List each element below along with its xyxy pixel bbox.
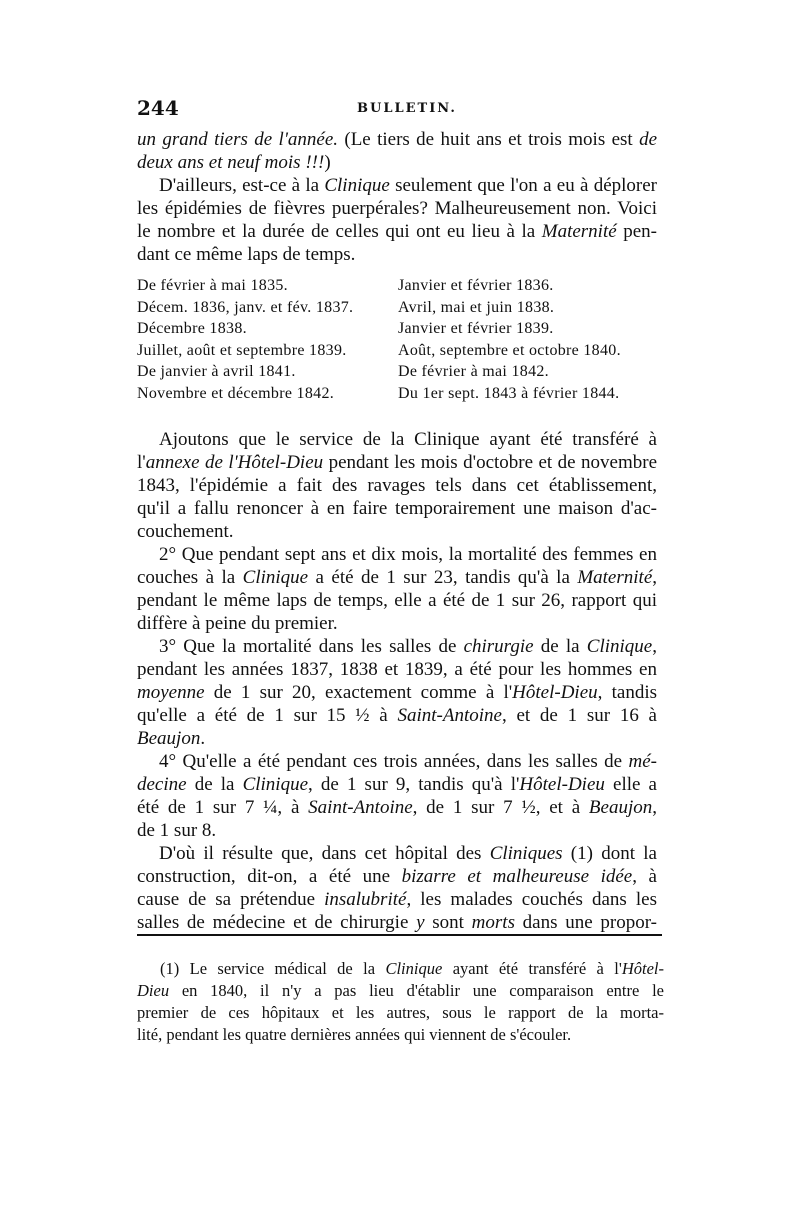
text-run: pendant les années 1837, 1838 et 1839, a été pour les hommes en <box>137 659 657 680</box>
text-run: . <box>200 728 206 749</box>
italic-text: mé- <box>628 751 657 772</box>
text-run: pendant le même laps de temps, elle a été de 1 sur 26, rapport qui <box>137 590 657 611</box>
text-run: pen- <box>616 221 657 242</box>
text-run: dant ce même laps de temps. <box>137 244 356 265</box>
table-cell-right: Janvier et février 1839. <box>398 320 554 337</box>
italic-text: de <box>639 129 657 150</box>
text-line <box>137 888 657 911</box>
italic-text: Hôtel-Dieu <box>512 682 598 703</box>
text-line <box>159 174 657 197</box>
italic-text: Clinique <box>385 959 443 978</box>
italic-text: morts <box>471 912 515 933</box>
italic-text: annexe de l'Hôtel-Dieu <box>145 452 324 473</box>
text-run: , de 1 sur 7 ½, et à <box>412 797 589 818</box>
text-run: (1) Le service médical de la <box>160 959 386 978</box>
italic-text: Beaujon <box>588 797 653 818</box>
text-run: 3° Que la mortalité dans les salles de <box>159 636 464 657</box>
text-run: (1) dont la <box>562 843 657 864</box>
table-cell-right: Du 1er sept. 1843 à février 1844. <box>398 384 620 402</box>
text-line <box>159 635 657 658</box>
table-cell-right: Janvier et février 1836. <box>398 277 554 294</box>
text-line <box>137 865 657 888</box>
table-cell-right: Avril, mai et juin 1838. <box>398 298 555 316</box>
table-cell-left: Juillet, août et septembre 1839. <box>137 341 347 359</box>
table-cell-right: Août, septembre et octobre 1840. <box>398 341 621 359</box>
text-run: seulement que l'on a eu à déplorer <box>389 175 657 196</box>
text-line <box>137 911 657 934</box>
table-cell-left: Décem. 1836, janv. et fév. 1837. <box>137 298 354 316</box>
text-run: couches à la <box>137 567 243 588</box>
text-run: , <box>652 567 658 588</box>
text-line <box>137 681 657 704</box>
text-run: construction, dit-on, a été une <box>137 866 402 887</box>
text-run: qu'elle a été de 1 sur 15 ½ à <box>137 705 398 726</box>
text-run: , tandis <box>597 682 657 703</box>
text-run: dans une propor- <box>514 912 657 933</box>
italic-text: Maternité <box>541 221 617 242</box>
text-run: sont <box>424 912 472 933</box>
text-run: D'où il résulte que, dans cet hôpital des <box>159 843 490 864</box>
italic-text: Saint-Antoine <box>308 797 413 818</box>
italic-text: Clinique <box>586 636 653 657</box>
footnote-rule <box>137 934 662 936</box>
text-run: pendant les mois d'octobre et de novembre <box>323 452 658 473</box>
text-line <box>137 796 657 819</box>
text-run: le nombre et la durée de celles qui ont eu lieu à la <box>137 221 542 242</box>
text-run: cause de sa prétendue <box>137 889 325 910</box>
italic-text: Hôtel-Dieu <box>519 774 605 795</box>
text-run: , de 1 sur 9, tandis qu'à l' <box>308 774 520 795</box>
table-cell-right: De février à mai 1842. <box>398 363 549 380</box>
italic-text: Cliniques <box>489 843 563 864</box>
table-cell-left: Novembre et décembre 1842. <box>137 384 335 402</box>
text-line <box>137 151 657 174</box>
italic-text: decine <box>137 774 187 795</box>
text-run: , <box>652 636 657 657</box>
text-run: de 1 sur 20, exactement comme à l' <box>204 682 513 703</box>
text-line <box>137 497 657 520</box>
text-run: de 1 sur 8. <box>137 820 217 841</box>
italic-text: moyenne <box>137 682 205 703</box>
text-line <box>159 543 657 566</box>
italic-text: Dieu <box>137 981 170 1000</box>
text-run: couchement. <box>137 521 234 542</box>
footnote-line <box>137 980 664 1002</box>
text-run: , à <box>632 866 657 887</box>
text-run: qu'il a fallu renoncer à en faire temporairement une maison d'ac- <box>137 498 657 519</box>
text-run: les épidémies de fièvres puerpérales? Malheureusement non. Voici <box>137 198 657 219</box>
text-run: 2° Que pendant sept ans et dix mois, la mortalité des femmes en <box>159 544 657 565</box>
footnote-line <box>160 958 664 980</box>
text-run: ayant été transféré à l' <box>442 959 622 978</box>
text-line <box>137 451 657 474</box>
text-line <box>137 704 657 727</box>
text-run: 1843, l'épidémie a fait des ravages tels dans cet établissement, <box>137 475 657 496</box>
page-header <box>137 96 657 124</box>
text-run: , les malades couchés dans les <box>406 889 657 910</box>
table-cell-left: Décembre 1838. <box>137 320 247 337</box>
text-line <box>137 197 657 220</box>
italic-text: Clinique <box>324 175 390 196</box>
text-run: de la <box>533 636 587 657</box>
italic-text: Clinique <box>242 774 309 795</box>
text-run: ) <box>324 152 331 173</box>
italic-text: un grand tiers de l'année. <box>137 129 339 150</box>
text-line <box>137 566 657 589</box>
text-run: , et de 1 sur 16 à <box>501 705 657 726</box>
footnote-line <box>137 1002 664 1024</box>
italic-text: Hôtel- <box>621 959 664 978</box>
text-line <box>137 128 657 151</box>
text-line <box>137 589 657 612</box>
italic-text: Clinique <box>242 567 309 588</box>
text-run: Ajoutons que le service de la Clinique ayant été transféré à <box>159 429 657 450</box>
table-cell-left: De janvier à avril 1841. <box>137 363 296 380</box>
italic-text: Maternité <box>577 567 653 588</box>
text-run: salles de médecine et de chirurgie <box>137 912 417 933</box>
text-line <box>137 220 657 243</box>
text-line <box>159 750 657 773</box>
italic-text: y <box>416 912 425 933</box>
text-run: diffère à peine du premier. <box>137 613 338 634</box>
italic-text: Saint-Antoine <box>397 705 502 726</box>
running-head: BULLETIN. <box>357 101 457 116</box>
table-cell-left: De février à mai 1835. <box>137 277 288 294</box>
text-line <box>159 842 657 865</box>
text-line <box>159 428 657 451</box>
text-line <box>137 243 657 266</box>
text-line <box>137 658 657 681</box>
text-run: premier de ces hôpitaux et les autres, sous le rapport de la morta- <box>137 1003 664 1022</box>
text-line <box>137 520 657 543</box>
page-number: 244 <box>137 96 179 120</box>
text-line <box>137 727 657 750</box>
text-line <box>137 612 657 635</box>
text-line <box>137 819 657 842</box>
text-run: lité, pendant les quatre dernières années qui viennent de s'écouler. <box>137 1025 572 1044</box>
text-run: de la <box>186 774 243 795</box>
italic-text: deux ans et neuf mois !!! <box>137 152 325 173</box>
text-run: , <box>652 797 657 818</box>
text-run: en 1840, il n'y a pas lieu d'établir une comparaison entre le <box>169 981 664 1000</box>
text-run: D'ailleurs, est-ce à la <box>159 175 325 196</box>
footnote-line <box>137 1024 664 1046</box>
text-run: a été de 1 sur 23, tandis qu'à la <box>308 567 578 588</box>
text-run: l' <box>137 452 146 473</box>
text-run: (Le tiers de huit ans et trois mois est <box>338 129 640 150</box>
text-line <box>137 773 657 796</box>
text-run: été de 1 sur 7 ¼, à <box>137 797 309 818</box>
text-line <box>137 474 657 497</box>
text-run: elle a <box>604 774 657 795</box>
italic-text: bizarre et malheureuse idée <box>401 866 633 887</box>
italic-text: insalubrité <box>324 889 407 910</box>
italic-text: Beaujon <box>137 728 201 749</box>
italic-text: chirurgie <box>463 636 534 657</box>
text-run: 4° Qu'elle a été pendant ces trois années, dans les salles de <box>159 751 629 772</box>
